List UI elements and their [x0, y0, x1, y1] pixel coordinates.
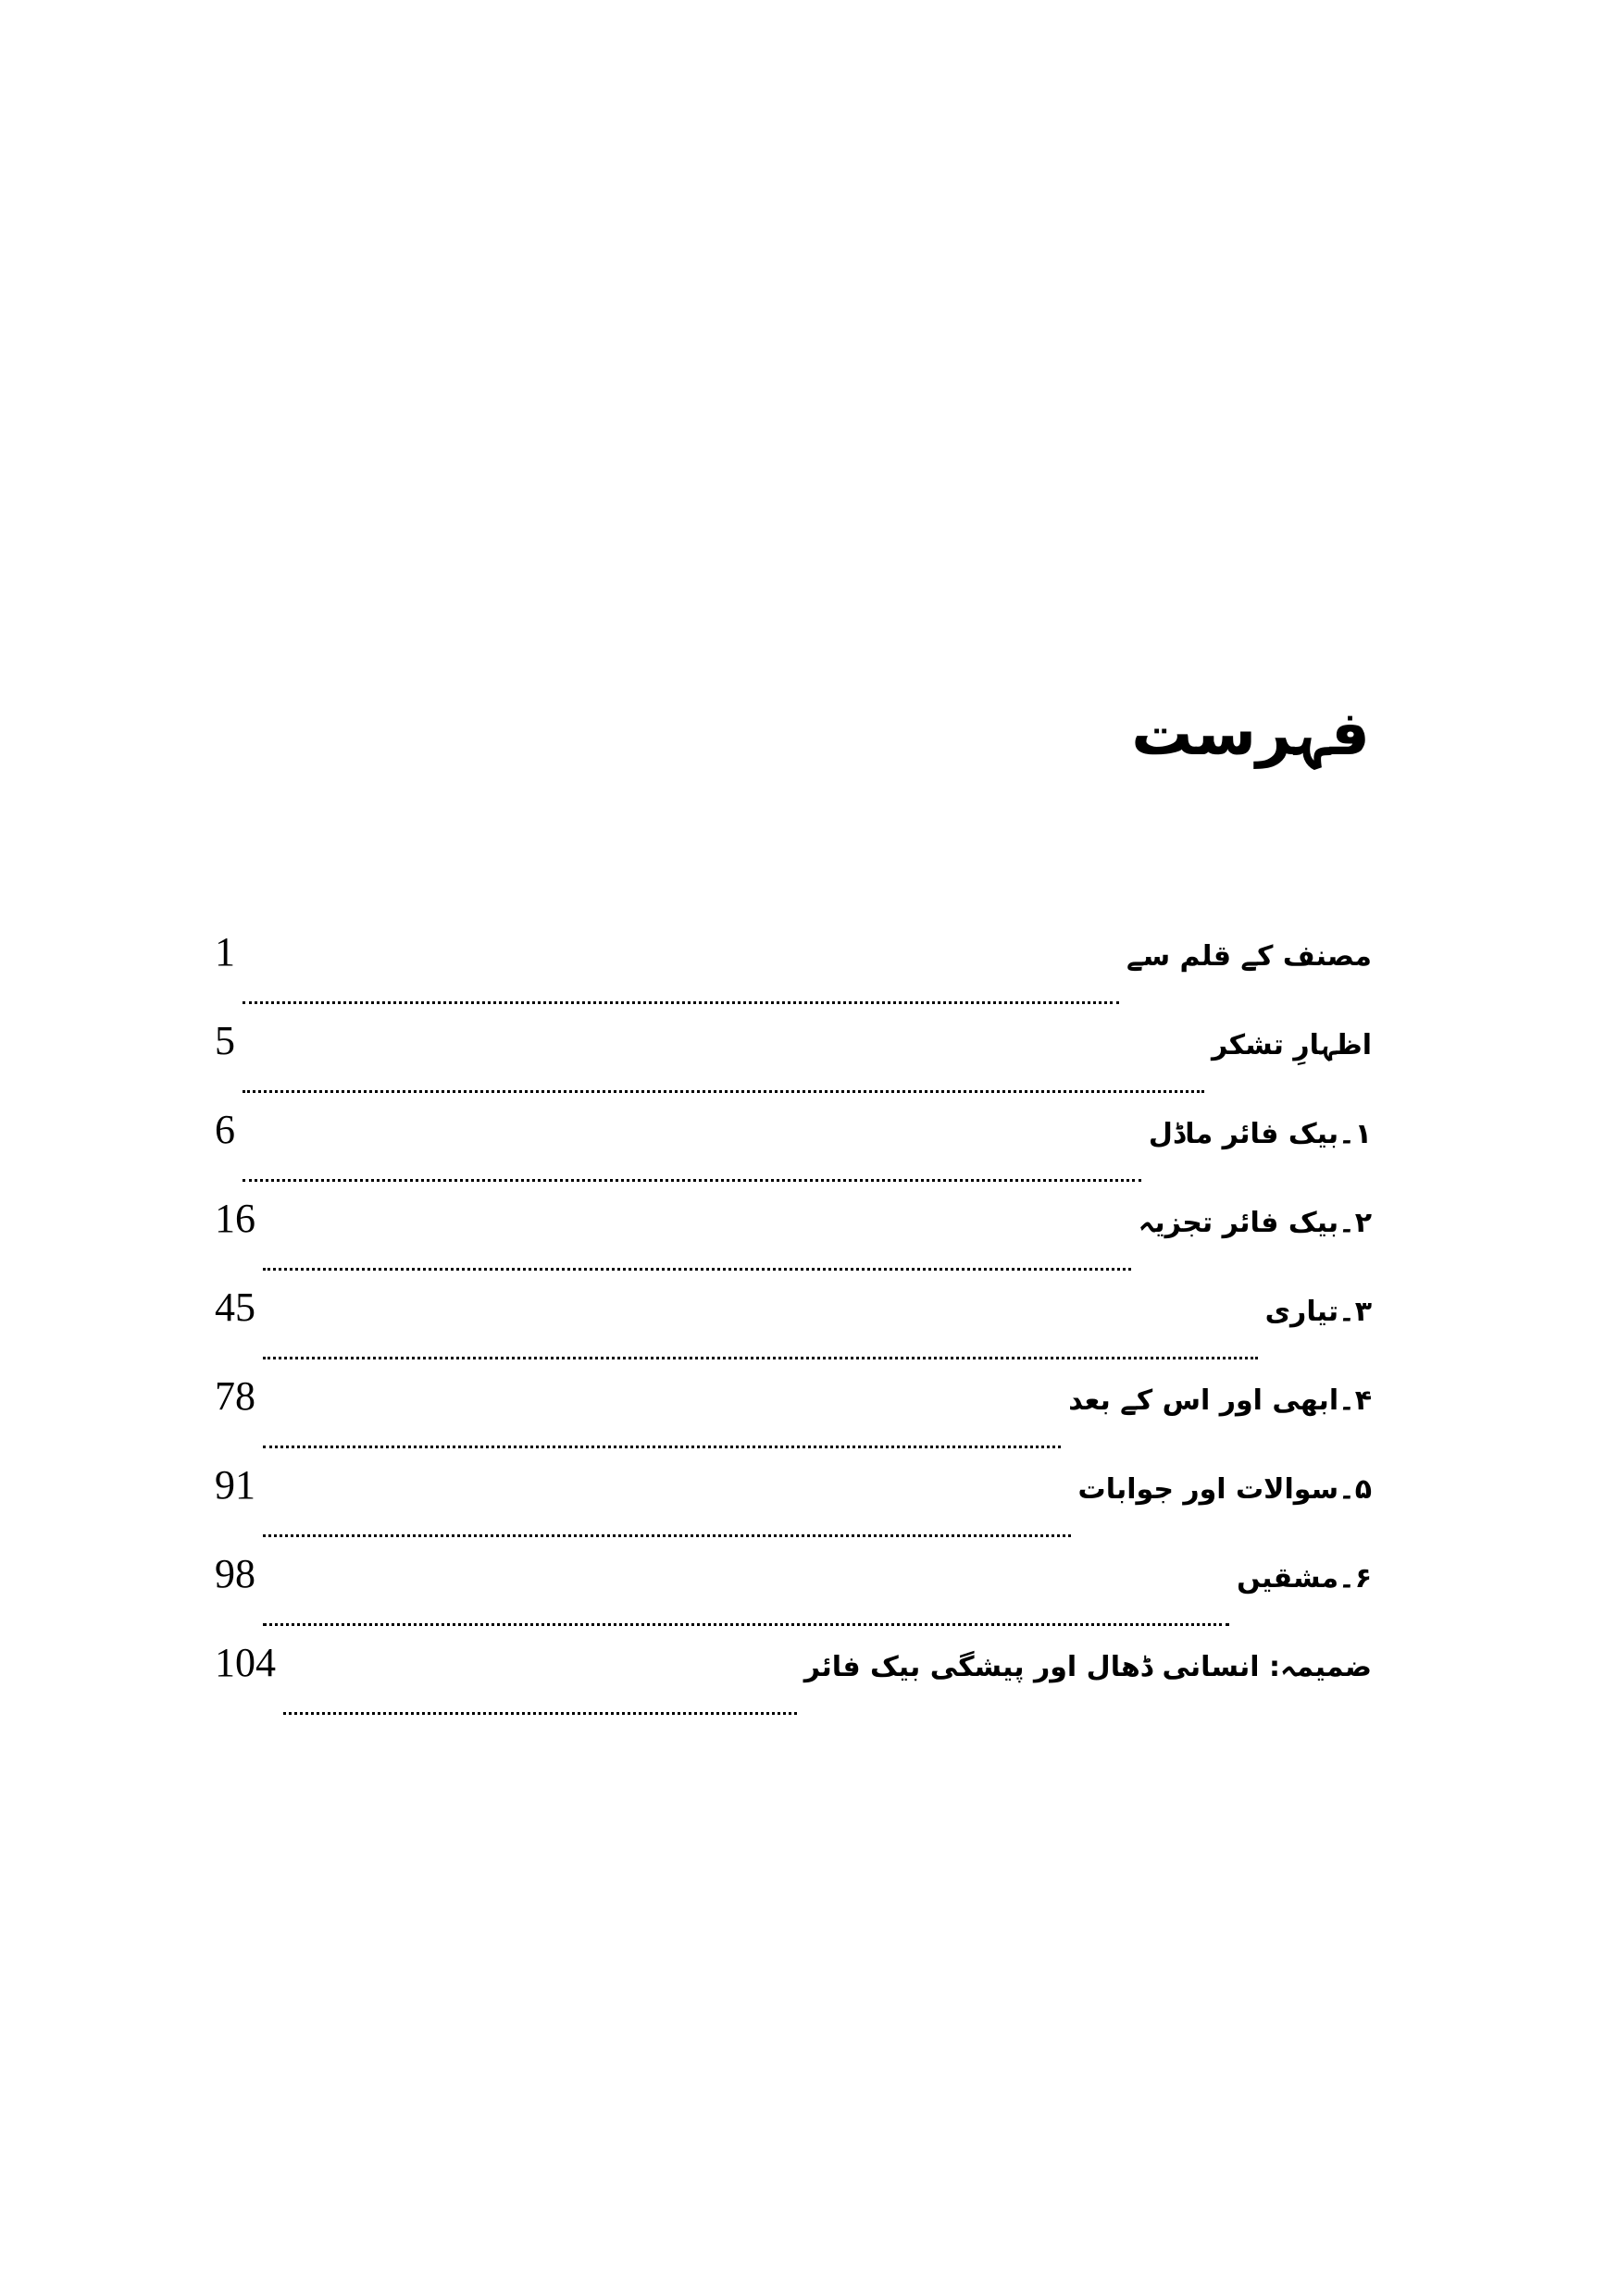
toc-page-number: 1	[215, 929, 235, 974]
toc-entry	[215, 1639, 1372, 1728]
toc-page-number: 45	[215, 1285, 255, 1330]
toc-dot-leader	[263, 1534, 1071, 1537]
toc-entry	[215, 1017, 1372, 1106]
toc-dot-leader	[243, 1179, 1141, 1182]
toc-page-number: 91	[215, 1462, 255, 1508]
toc-page-number: 16	[215, 1196, 255, 1241]
toc-page-number: 104	[215, 1640, 276, 1685]
toc-dot-leader	[263, 1268, 1131, 1271]
toc-entry	[215, 1284, 1372, 1372]
toc-entry	[215, 1372, 1372, 1461]
toc-page-number: 6	[215, 1107, 235, 1152]
toc-page-number: 5	[215, 1018, 235, 1063]
toc-dot-leader	[243, 1090, 1204, 1093]
toc-entry-label: ضمیمہ: انسانی ڈھال اور پیشگی بیک فائر	[803, 1651, 1372, 1683]
toc-entry-label: ۳۔تیاری	[1264, 1296, 1372, 1328]
toc-page-number: 78	[215, 1373, 255, 1419]
page-title: فہرست	[1131, 698, 1370, 769]
toc-entry	[215, 1106, 1372, 1195]
toc-dot-leader	[283, 1712, 797, 1715]
toc-entry	[215, 928, 1372, 1017]
toc-entry	[215, 1461, 1372, 1550]
toc-dot-leader	[263, 1446, 1061, 1448]
toc-dot-leader	[263, 1357, 1258, 1359]
toc-entry-label: ۶۔مشقیں	[1237, 1562, 1372, 1595]
toc-entry	[215, 1550, 1372, 1639]
toc-dot-leader	[243, 1001, 1119, 1004]
toc-dot-leader	[263, 1623, 1229, 1626]
toc-entry-label: مصنف کے قلم سے	[1126, 940, 1372, 973]
toc-entry-label: ۱۔بیک فائر ماڈل	[1148, 1118, 1372, 1150]
toc-entry-label: ۵۔سوالات اور جوابات	[1077, 1473, 1372, 1506]
toc-entry	[215, 1195, 1372, 1284]
toc-page-number: 98	[215, 1551, 255, 1596]
table-of-contents	[215, 928, 1372, 1728]
toc-entry-label: اظہارِ تشکر	[1212, 1029, 1372, 1061]
toc-entry-label: ۴۔ابھی اور اس کے بعد	[1068, 1384, 1372, 1417]
toc-entry-label: ۲۔بیک فائر تجزیہ	[1138, 1207, 1372, 1239]
